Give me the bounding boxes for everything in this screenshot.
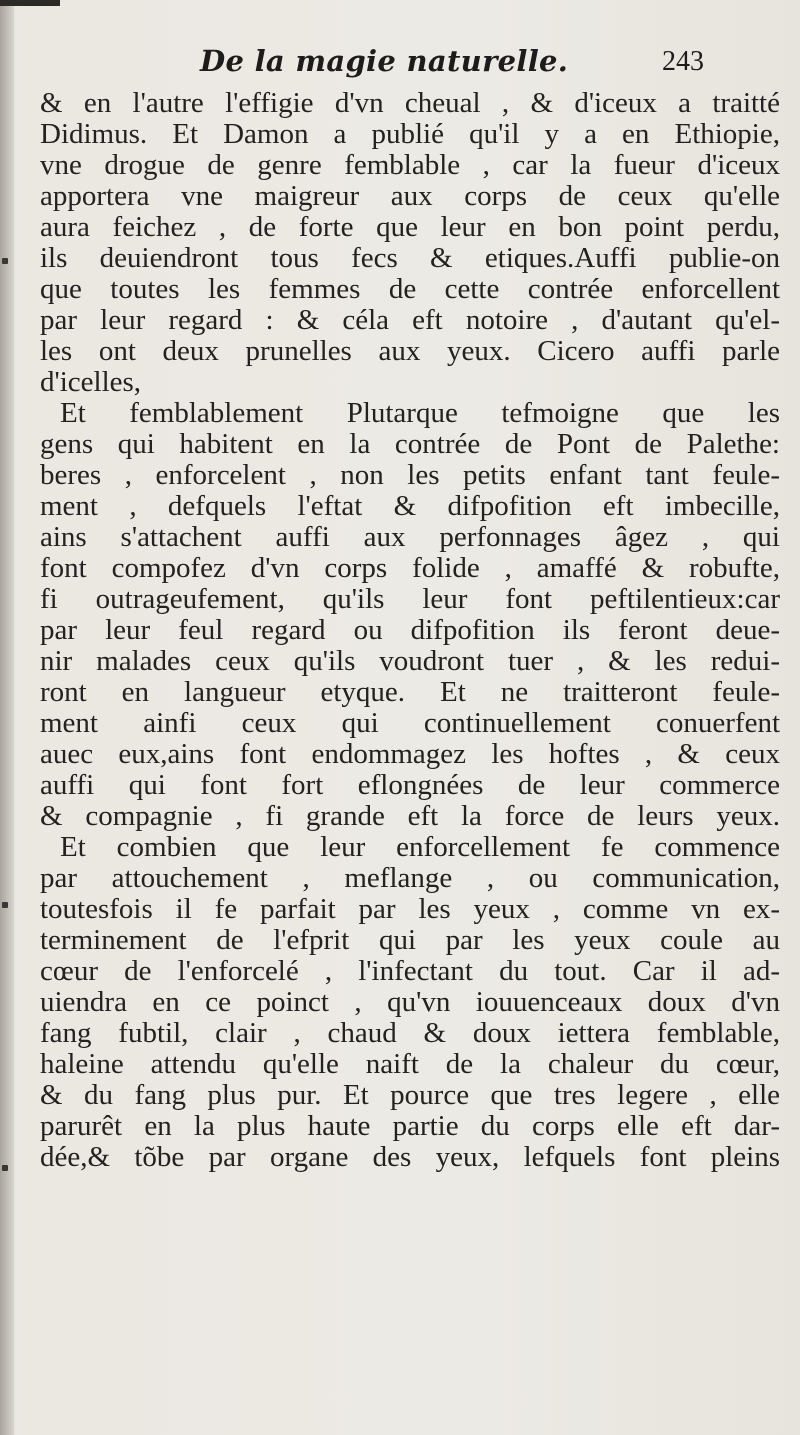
text-line: toutesfois il fe parfait par les yeux , comme vn ex- [40, 893, 780, 925]
text-line: vne drogue de genre femblable , car la fueur d'iceux [40, 149, 780, 181]
margin-ink-mark [2, 258, 8, 264]
text-line: uiendra en ce poinct , qu'vn iouuenceaux doux d'vn [40, 986, 780, 1018]
text-line: beres , enforcelent , non les petits enfant tant feule- [40, 459, 780, 491]
text-line: dée,& tõbe par organe des yeux, lefquels font pleins [40, 1141, 780, 1173]
text-line: Et combien que leur enforcellement fe commence [60, 831, 780, 863]
text-line: par leur regard : & céla eft notoire , d'autant qu'el- [40, 304, 780, 336]
text-line: aura feichez , de forte que leur en bon point perdu, [40, 211, 780, 243]
text-line: ront en langueur etyque. Et ne traitteront feule- [40, 676, 780, 708]
page-number: 243 [662, 46, 704, 77]
text-line: nir malades ceux qu'ils voudront tuer , & les redui- [40, 645, 780, 677]
margin-ink-mark [2, 902, 8, 908]
text-line: les ont deux prunelles aux yeux. Cicero auffi parle [40, 335, 780, 367]
text-line: ment ainfi ceux qui continuellement conuerfent [40, 707, 780, 739]
text-line: cœur de l'enforcelé , l'infectant du tout. Car il ad- [40, 955, 780, 987]
text-line: auffi qui font fort eflongnées de leur commerce [40, 769, 780, 801]
text-line: haleine attendu qu'elle naift de la chaleur du cœur, [40, 1048, 780, 1080]
corner-rule [0, 0, 60, 6]
text-line: fang fubtil, clair , chaud & doux iettera femblable, [40, 1017, 780, 1049]
text-line: par leur feul regard ou difpofition ils feront deue- [40, 614, 780, 646]
text-line: & du fang plus pur. Et pource que tres legere , elle [40, 1079, 780, 1111]
text-line: par attouchement , meflange , ou communication, [40, 862, 780, 894]
text-line: ains s'attachent auffi aux perfonnages âgez , qui [40, 521, 780, 553]
text-line: & en l'autre l'effigie d'vn cheual , & d'iceux a traitté [40, 87, 780, 119]
binding-shadow [0, 0, 14, 1435]
text-line: d'icelles, [40, 366, 142, 398]
running-title: De la magie naturelle. [200, 44, 569, 78]
text-line: parurêt en la plus haute partie du corps elle eft dar- [40, 1110, 780, 1142]
text-line: ils deuiendront tous fecs & etiques.Auffi publie-on [40, 242, 780, 274]
margin-ink-mark [2, 1165, 8, 1171]
text-line: & compagnie , fi grande eft la force de leurs yeux. [40, 800, 780, 832]
text-line: fi outrageufement, qu'ils leur font peftilentieux:car [40, 583, 780, 615]
text-line: terminement de l'efprit qui par les yeux coule au [40, 924, 780, 956]
text-line: Et femblablement Plutarque tefmoigne que les [60, 397, 780, 429]
text-line: gens qui habitent en la contrée de Pont de Palethe: [40, 428, 780, 460]
text-line: Didimus. Et Damon a publié qu'il y a en Ethiopie, [40, 118, 780, 150]
body-text [40, 88, 780, 1173]
text-line: que toutes les femmes de cette contrée enforcellent [40, 273, 780, 305]
text-line: ment , defquels l'eftat & difpofition eft imbecille, [40, 490, 780, 522]
text-line: auec eux,ains font endommagez les hoftes , & ceux [40, 738, 780, 770]
text-line: apportera vne maigreur aux corps de ceux qu'elle [40, 180, 780, 212]
text-line: font compofez d'vn corps folide , amaffé & robufte, [40, 552, 780, 584]
